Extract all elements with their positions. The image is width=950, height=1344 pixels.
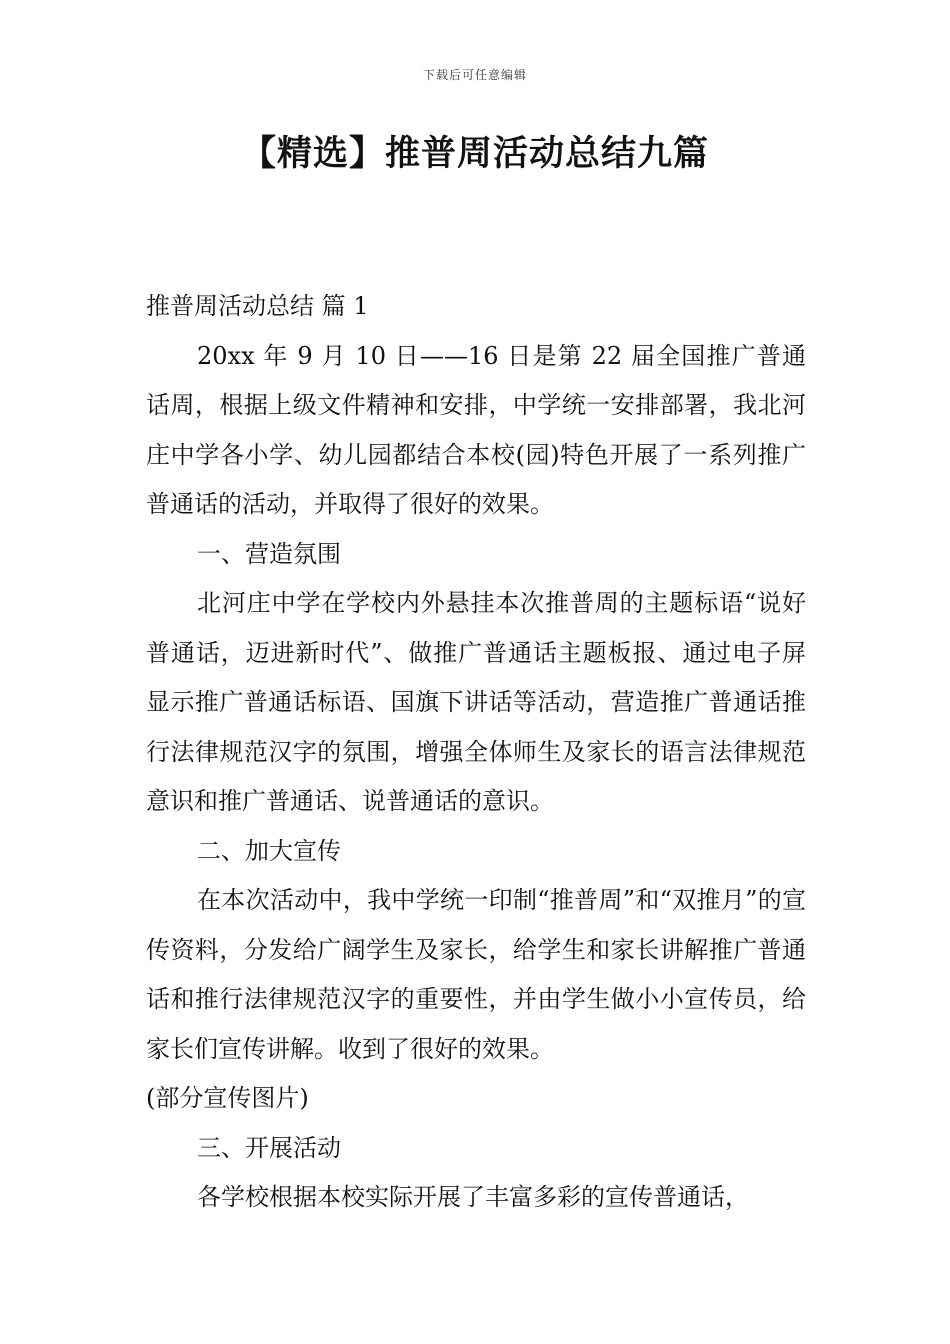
heading-atmosphere: 一、营造氛围 [197, 539, 341, 568]
header-note: 下载后可任意编辑 [422, 68, 527, 82]
document-body [146, 282, 806, 1223]
paragraph-intro: 20xx 年 9 月 10 日——16 日是第 22 届全国推广普通话周，根据上级文件精神和安排，中学统一安排部署，我北河庄中学各小学、幼儿园都结合本校(园)特色开展了一系列推广普通话的活动，并取得了很好的效果。 [146, 341, 806, 518]
heading-publicity: 二、加大宣传 [197, 836, 341, 865]
paragraph-atmosphere: 北河庄中学在学校内外悬挂本次推普周的主题标语“说好普通话，迈进新时代”、做推广普通话主题板报、通过电子屏显示推广普通话标语、国旗下讲话等活动，营造推广普通话推行法律规范汉字的氛围，增强全体师生及家长的语言法律规范意识和推广普通话、说普通话的意识。 [146, 589, 806, 815]
paragraph-publicity: 在本次活动中，我中学统一印制“推普周”和“双推月”的宣传资料，分发给广阔学生及家长，给学生和家长讲解推广普通话和推行法律规范汉字的重要性，并由学生做小小宣传员，给家长们宣传讲解。收到了很好的效果。 [146, 886, 806, 1063]
heading-activities: 三、开展活动 [197, 1133, 341, 1162]
section-title: 推普周活动总结 篇 1 [146, 292, 369, 320]
paragraph-activities: 各学校根据本校实际开展了丰富多彩的宣传普通话， [197, 1183, 749, 1211]
document-title: 【精选】推普周活动总结九篇 [240, 134, 709, 174]
paragraph-publicity-note: (部分宣传图片) [146, 1084, 309, 1112]
